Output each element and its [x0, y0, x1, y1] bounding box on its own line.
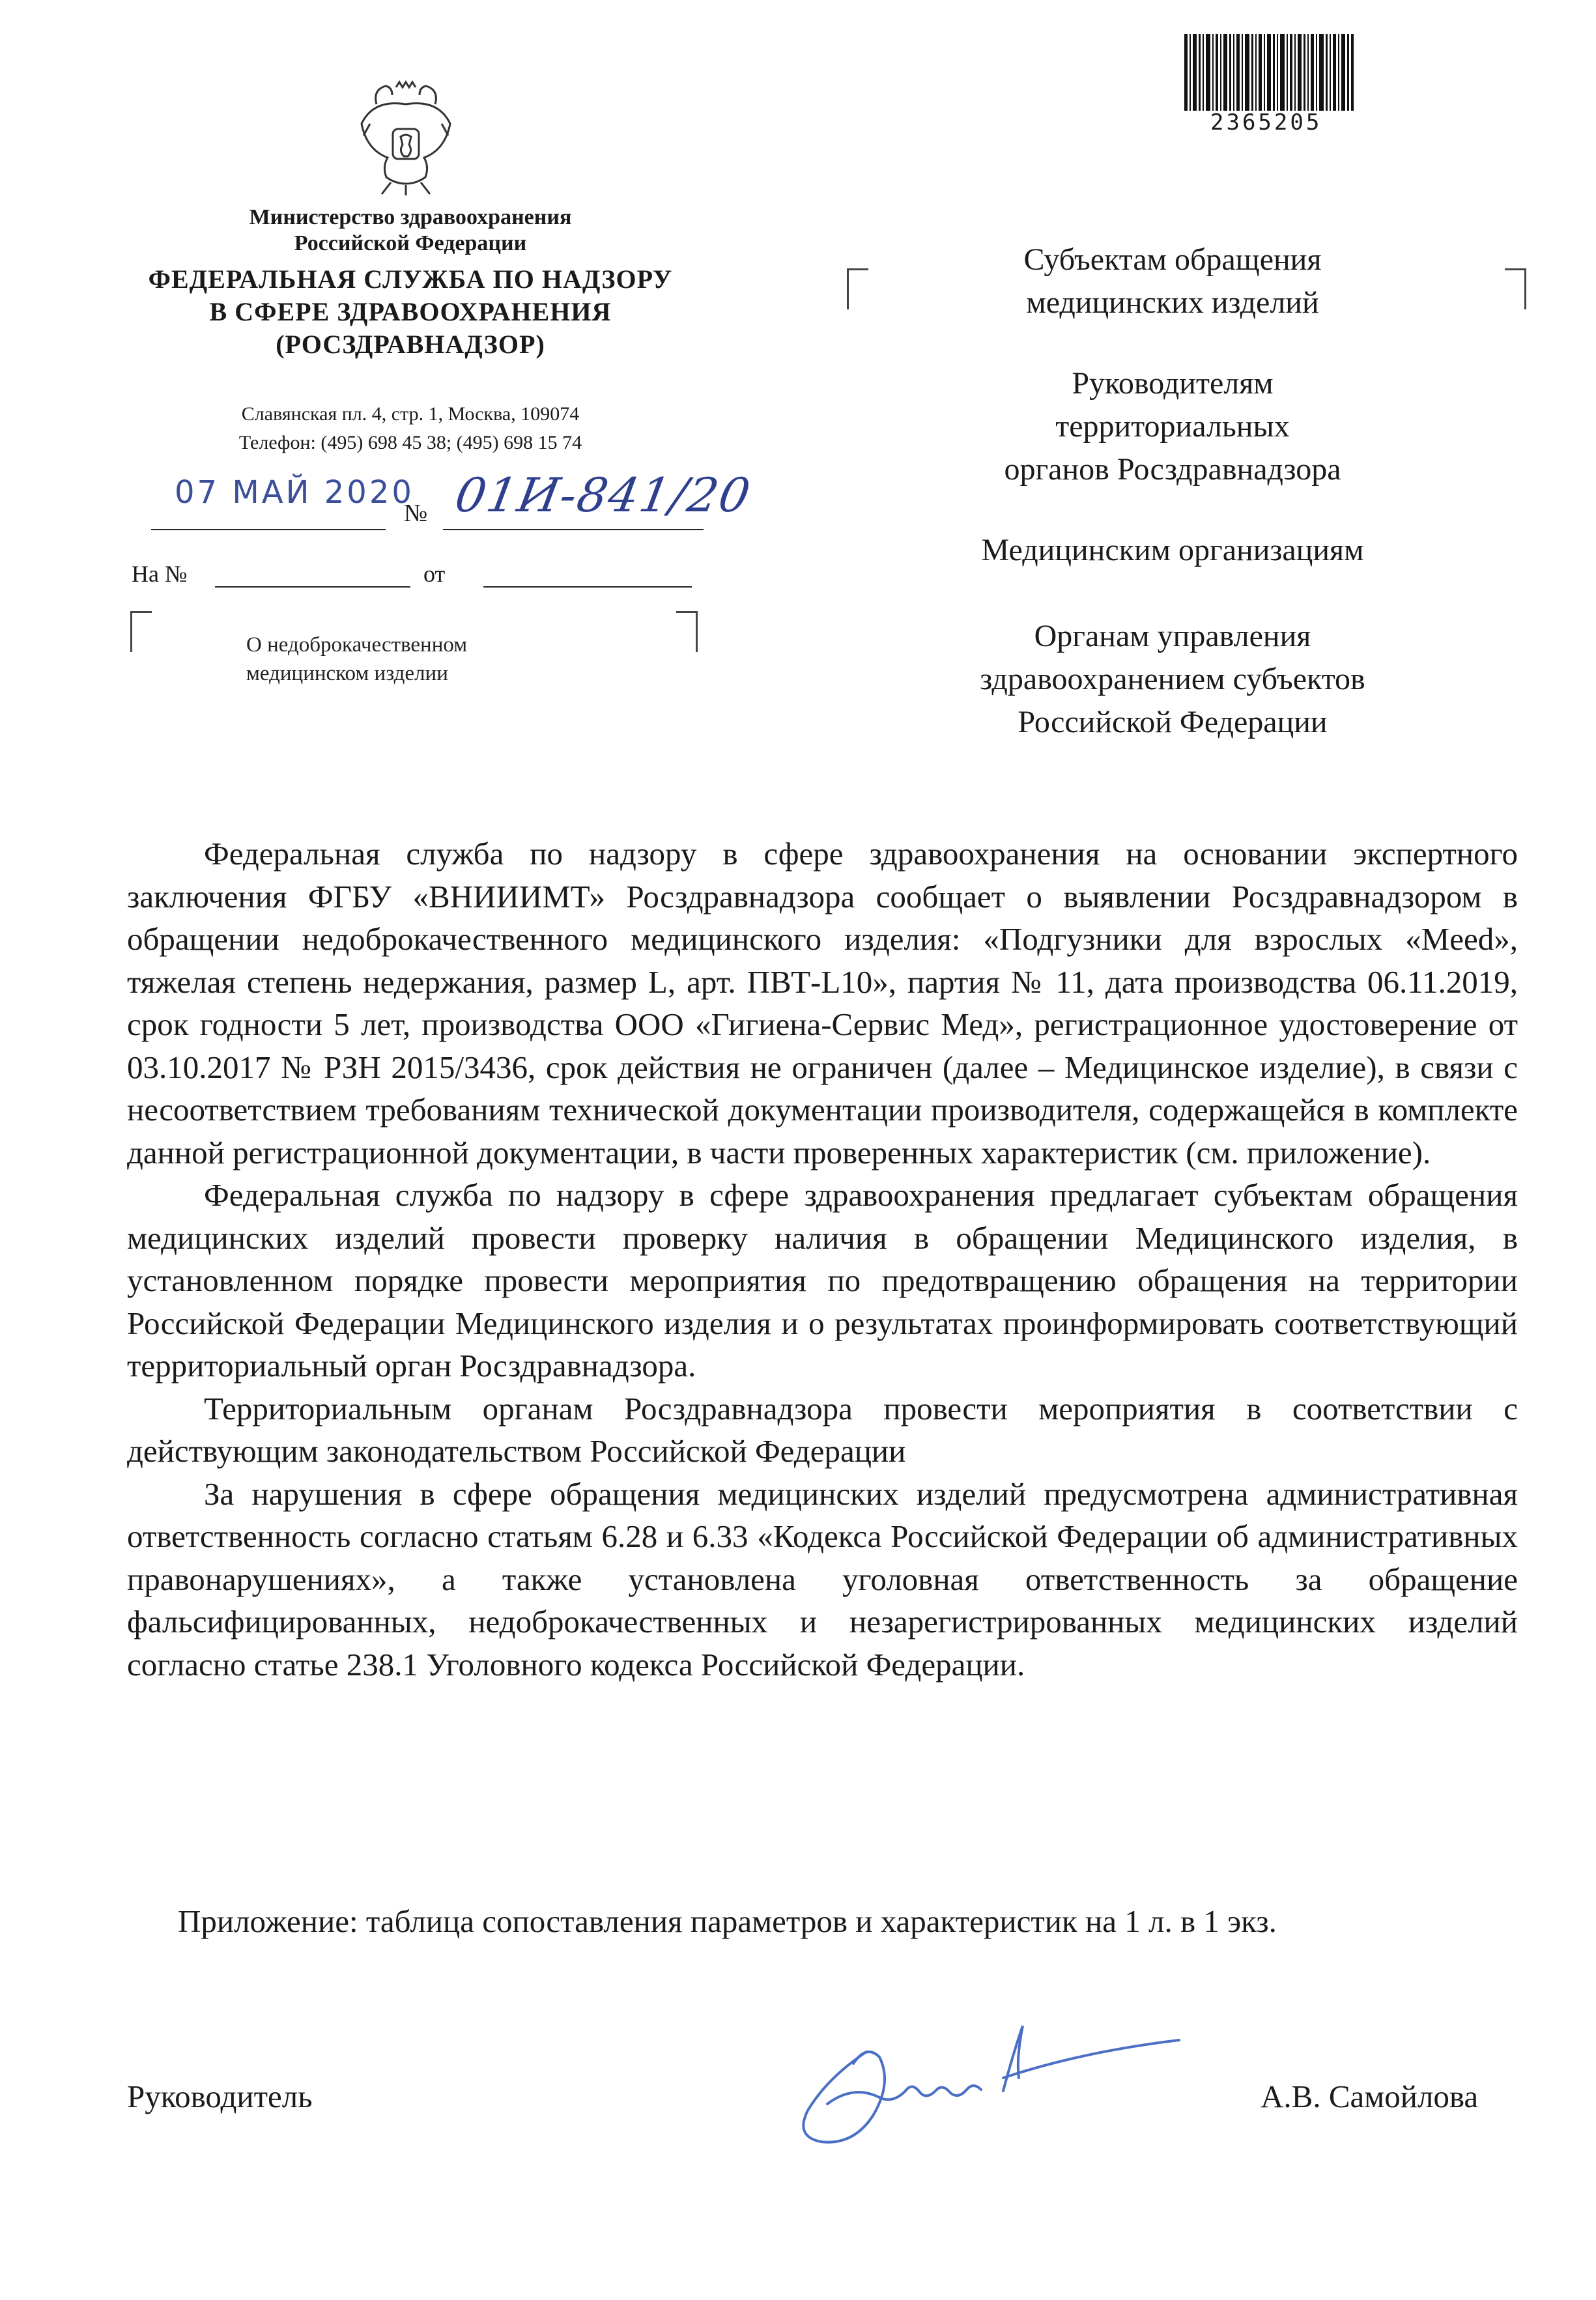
- registration-date-stamp: 07 МАЙ 2020: [175, 474, 414, 511]
- service-name: [91, 263, 730, 361]
- registration-number-handwritten: 01И-841/20: [451, 468, 756, 522]
- body-paragraph: Территориальным органам Росздравнадзора провести мероприятия в соответствии с действующим законодательством Российской Федерации: [127, 1390, 1518, 1469]
- recipient-line: Органам управления: [1034, 619, 1311, 653]
- letter-body: [127, 832, 1518, 1686]
- reference-from-label: от: [423, 561, 446, 587]
- number-underline: [443, 529, 704, 530]
- body-paragraph: Федеральная служба по надзору в сфере здравоохранения предлагает субъектам обращения медицинских изделий провести проверку наличия в обращении Медицинского изделия, в установленном порядке провести мероприятия по предотвращению обращения на территории Российской Федерации Медицинского изделия и о результатах проинформировать соответствующий территориальный орган Росздравнадзора.: [127, 1177, 1518, 1384]
- recipient-block: [847, 362, 1498, 491]
- reference-date-blank: [483, 586, 692, 588]
- subject-line: медицинском изделии: [246, 662, 448, 685]
- recipient-line: здравоохранением субъектов: [980, 662, 1365, 696]
- body-paragraph: За нарушения в сфере обращения медицинских изделий предусмотрена административная ответственность согласно статьям 6.28 и 6.33 «Кодекса Российской Федерации об административных правонарушениях», а также установлена уголовная ответственность за обращение фальсифицированных, недоброкачественных и незарегистрированных медицинских изделий согласно статье 238.1 Уголовного кодекса Российской Федерации.: [127, 1475, 1518, 1682]
- barcode: [1184, 34, 1354, 111]
- recipient-line: Российской Федерации: [1018, 705, 1328, 739]
- recipient-line: Руководителям: [1072, 366, 1274, 401]
- corner-mark-top-right: [1505, 268, 1526, 309]
- reference-number-blank: [215, 586, 410, 588]
- date-underline: [151, 529, 386, 530]
- subject-line: О недоброкачественном: [246, 633, 468, 657]
- recipient-block: [847, 615, 1498, 744]
- ministry-line: Российской Федерации: [294, 231, 527, 255]
- recipient-block: [847, 529, 1498, 572]
- corner-mark-top-left: [130, 611, 152, 652]
- address-line: Славянская пл. 4, стр. 1, Москва, 109074: [241, 403, 580, 425]
- letter-subject: [246, 631, 467, 688]
- handwritten-signature: [788, 2006, 1212, 2156]
- appendix-note: Приложение: таблица сопоставления параметров и характеристик на 1 л. в 1 экз.: [178, 1903, 1277, 1939]
- reference-number-label: На №: [132, 561, 188, 587]
- number-sign: №: [404, 500, 428, 527]
- recipient-line: органов Росздравнадзора: [1004, 452, 1341, 487]
- recipient-line: Субъектам обращения: [1023, 242, 1322, 277]
- barcode-number: 2365205: [1210, 109, 1322, 135]
- address-block: [117, 400, 704, 457]
- corner-mark-top-right: [676, 611, 698, 652]
- signer-position: Руководитель: [127, 2079, 313, 2114]
- ministry-line: Министерство здравоохранения: [249, 205, 572, 229]
- recipient-block: [847, 238, 1498, 324]
- service-line: (РОСЗДРАВНАДЗОР): [276, 330, 545, 359]
- service-line: В СФЕРЕ ЗДРАВООХРАНЕНИЯ: [209, 297, 612, 326]
- recipient-line: территориальных: [1055, 409, 1290, 444]
- service-line: ФЕДЕРАЛЬНАЯ СЛУЖБА ПО НАДЗОРУ: [148, 264, 673, 294]
- recipient-line: медицинских изделий: [1026, 285, 1319, 320]
- body-paragraph: Федеральная служба по надзору в сфере здравоохранения на основании экспертного заключения ФГБУ «ВНИИИМТ» Росздравнадзора сообщает о выявлении Росздравнадзором в обращении недоброкачественного медицинского изделия: «Подгузники для взрослых «Meed», тяжелая степень недержания, размер L, арт. ПВТ-L10», партия № 11, дата производства 06.11.2019, срок годности 5 лет, производства ООО «Гигиена-Сервис Мед», регистрационное удостоверение от 03.10.2017 № РЗН 2015/3436, срок действия не ограничен (далее – Медицинское изделие), в связи с несоответствием требованиям технической документации производителя, содержащейся в комплекте данной регистрационной документации, в части проверенных характеристик (см. приложение).: [127, 836, 1518, 1171]
- coat-of-arms-emblem: [357, 78, 455, 199]
- ministry-name: [117, 205, 704, 257]
- phone-line: Телефон: (495) 698 45 38; (495) 698 15 74: [238, 432, 582, 453]
- recipient-line: Медицинским организациям: [981, 533, 1364, 567]
- signer-name: А.В. Самойлова: [1261, 2079, 1479, 2114]
